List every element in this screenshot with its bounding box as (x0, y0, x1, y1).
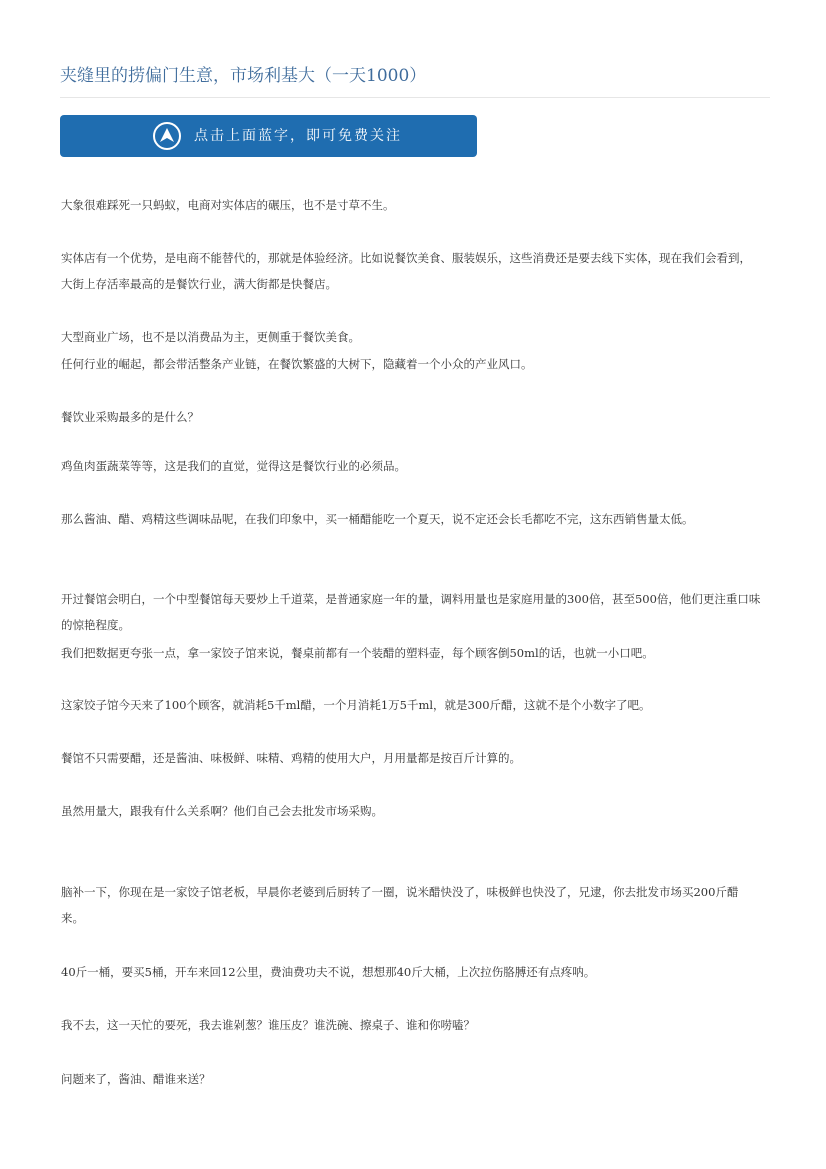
paragraph: 这家饺子馆今天来了100个顾客，就消耗5千ml醋，一个月消耗1万5千ml，就是300斤醋，这就不是个小数字了吧。 (61, 698, 651, 712)
article-title: 夹缝里的捞偏门生意，市场利基大（一天1000） (60, 66, 427, 86)
paragraph: 40斤一桶，要买5桶，开车来回12公里，费油费功夫不说，想想那40斤大桶，上次拉伤胳膊还有点疼呐。 (61, 965, 596, 979)
paragraph: 大象很难踩死一只蚂蚁，电商对实体店的碾压，也不是寸草不生。 (61, 198, 395, 212)
paragraph: 任何行业的崛起，都会带活整条产业链，在餐饮繁盛的大树下，隐藏着一个小众的产业风口。 (61, 357, 533, 371)
paragraph: 我不去，这一天忙的要死，我去谁剁葱？谁压皮？谁洗碗、擦桌子、谁和你唠嗑？ (61, 1018, 475, 1032)
paragraph: 鸡鱼肉蛋蔬菜等等，这是我们的直觉，觉得这是餐饮行业的必须品。 (61, 459, 406, 473)
paragraph: 开过餐馆会明白，一个中型餐馆每天要炒上千道菜，是普通家庭一年的量，调料用量也是家庭用量的300倍，甚至500倍，他们更注重口味的惊艳程度。 (61, 592, 761, 632)
paragraph: 餐馆不只需要醋，还是酱油、味极鲜、味精、鸡精的使用大户，月用量都是按百斤计算的。 (61, 751, 521, 765)
paragraph: 餐饮业采购最多的是什么？ (61, 410, 199, 424)
paragraph: 虽然用量大，跟我有什么关系啊？他们自己会去批发市场采购。 (61, 804, 383, 818)
follow-banner-button[interactable] (60, 115, 477, 157)
paragraph: 我们把数据更夸张一点，拿一家饺子馆来说，餐桌前都有一个装醋的塑料壶，每个顾客倒50ml的话，也就一小口吧。 (61, 646, 654, 660)
arrow-up-circle-icon (152, 121, 182, 151)
paragraph: 实体店有一个优势，是电商不能替代的，那就是体验经济。比如说餐饮美食、服装娱乐，这些消费还是要去线下实体，现在我们会看到，大街上存活率最高的是餐饮行业，满大街都是快餐店。 (61, 251, 751, 291)
paragraph: 脑补一下，你现在是一家饺子馆老板，早晨你老婆到后厨转了一圈，说米醋快没了，味极鲜也快没了，兄逮，你去批发市场买200斤醋来。 (61, 885, 739, 925)
follow-banner-label: 点击上面蓝字，即可免费关注 (194, 128, 402, 144)
paragraph: 大型商业广场，也不是以消费品为主，更侧重于餐饮美食。 (61, 330, 360, 344)
title-divider (60, 97, 770, 98)
paragraph: 问题来了，酱油、醋谁来送？ (61, 1072, 211, 1086)
paragraph: 那么酱油、醋、鸡精这些调味品呢，在我们印象中，买一桶醋能吃一个夏天，说不定还会长毛都吃不完，这东西销售量太低。 (61, 512, 694, 526)
